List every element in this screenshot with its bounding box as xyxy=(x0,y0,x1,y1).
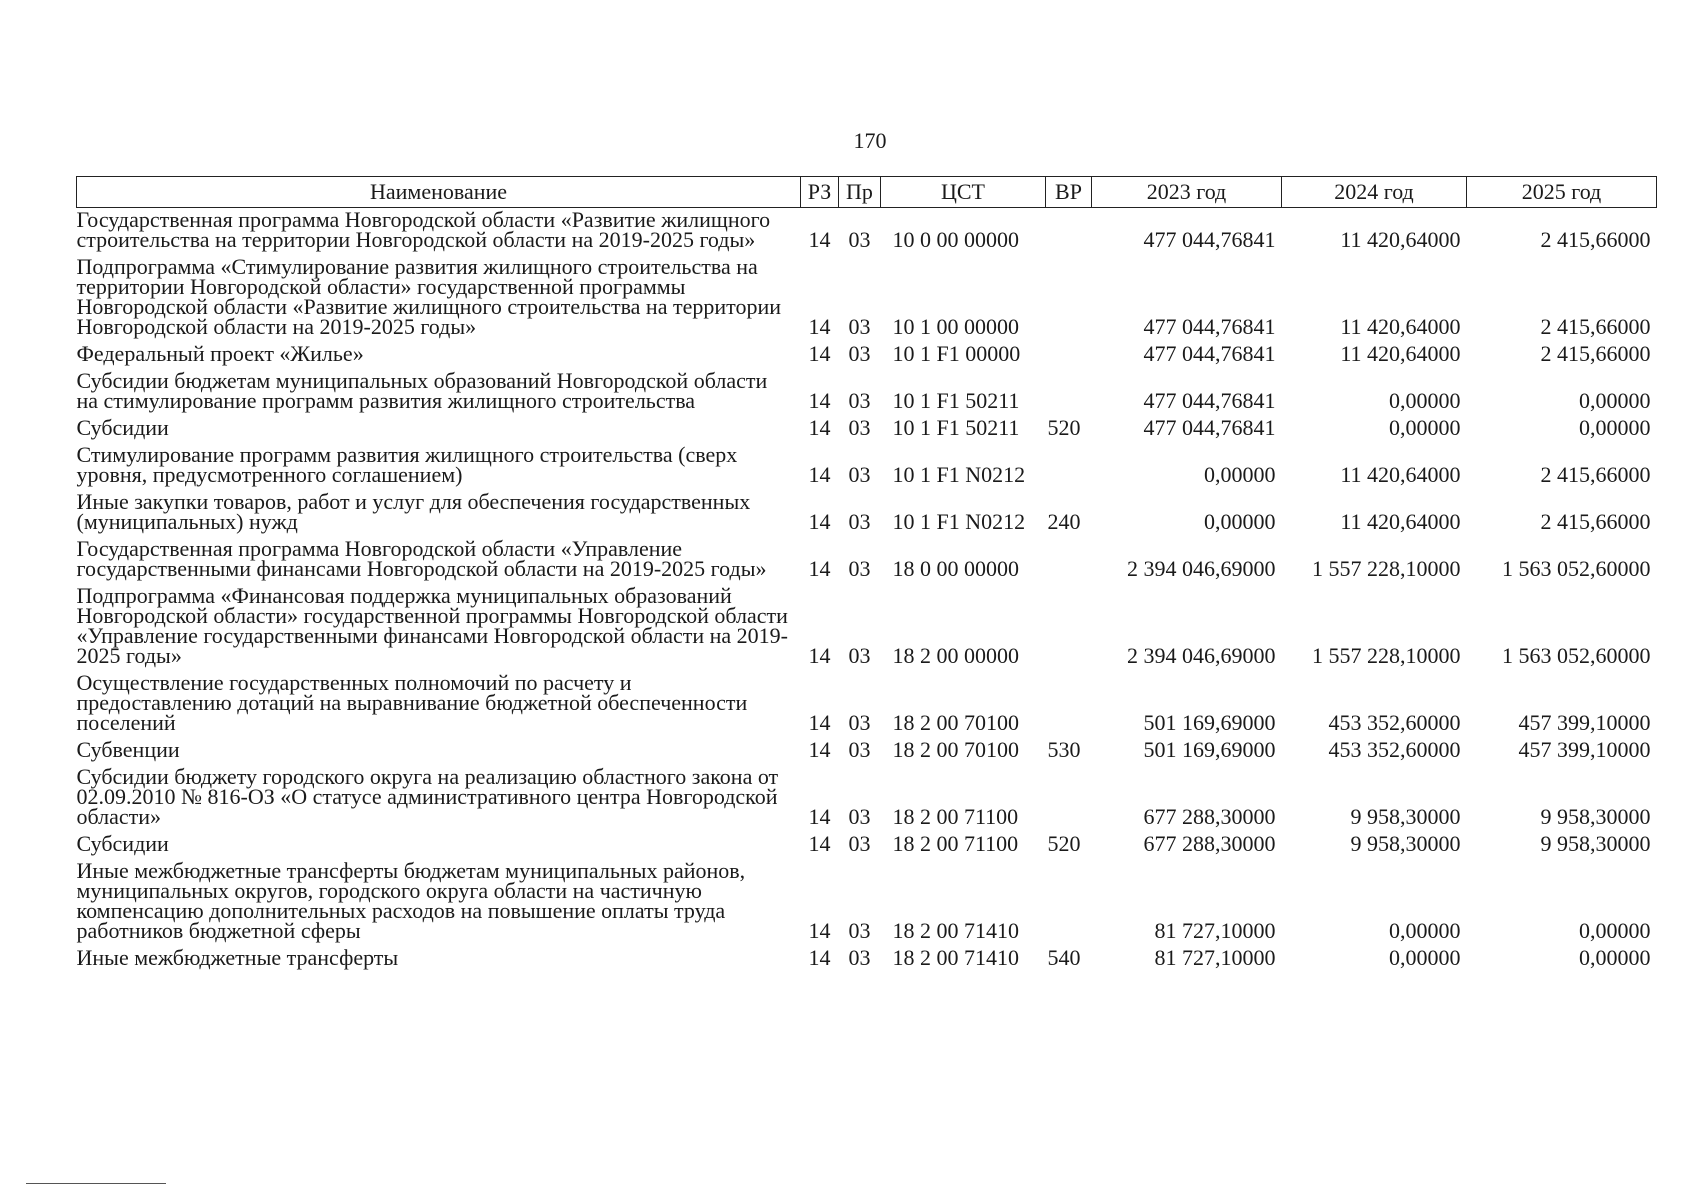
cell-name: Федеральный проект «Жилье» xyxy=(76,341,364,366)
cell-2025: 9 958,30000 xyxy=(1540,831,1651,856)
cell-name: Осуществление государственных полномочий по расчету и предоставлению дотаций на выравнивание бюджетной обеспеченности поселений xyxy=(76,670,748,735)
header-2025: 2025 год xyxy=(1467,177,1657,208)
cell-rz: 14 xyxy=(808,804,831,829)
table-row xyxy=(77,671,1657,738)
cell-rz: 14 xyxy=(808,415,831,440)
cell-rz: 14 xyxy=(808,737,831,762)
cell-cst: 18 2 00 71100 xyxy=(892,831,1019,856)
cell-name: Подпрограмма «Финансовая поддержка муниципальных образований Новгородской области» государственной программы Новгородской области «Управление государственными финансами Новгородской области на 2019-2025 годы» xyxy=(76,583,788,668)
cell-rz: 14 xyxy=(808,314,831,339)
cell-name: Государственная программа Новгородской области «Управление государственными финансами Новгородской области на 2019-2025 годы» xyxy=(76,536,767,581)
cell-2024: 453 352,60000 xyxy=(1328,737,1461,762)
cell-2023: 677 288,30000 xyxy=(1143,804,1276,829)
cell-cst: 18 0 00 00000 xyxy=(892,556,1019,581)
table-row xyxy=(77,342,1657,369)
cell-pr: 03 xyxy=(848,509,871,534)
table-row xyxy=(77,946,1657,973)
page-number: 170 xyxy=(853,128,887,153)
cell-2025: 1 563 052,60000 xyxy=(1502,556,1651,581)
cell-2024: 11 420,64000 xyxy=(1340,227,1461,252)
table-body xyxy=(77,208,1657,974)
cell-cst: 10 1 F1 N0212 xyxy=(892,462,1026,487)
cell-2023: 501 169,69000 xyxy=(1143,737,1276,762)
cell-name: Субсидии бюджетам муниципальных образований Новгородской области на стимулирование программ развития жилищного строительства xyxy=(76,368,768,413)
cell-2025: 457 399,10000 xyxy=(1518,737,1651,762)
cell-2023: 477 044,76841 xyxy=(1143,314,1276,339)
table-row xyxy=(77,416,1657,443)
table-row xyxy=(77,208,1657,256)
cell-2023: 677 288,30000 xyxy=(1143,831,1276,856)
cell-2025: 0,00000 xyxy=(1579,388,1651,413)
cell-cst: 18 2 00 00000 xyxy=(892,643,1019,668)
cell-2024: 11 420,64000 xyxy=(1340,341,1461,366)
cell-cst: 10 1 00 00000 xyxy=(892,314,1019,339)
cell-name: Иные межбюджетные трансферты бюджетам муниципальных районов, муниципальных округов, городского округа области на частичную компенсацию дополнительных расходов на повышение оплаты труда работников бюджетной сферы xyxy=(76,858,746,943)
cell-2023: 477 044,76841 xyxy=(1143,341,1276,366)
cell-rz: 14 xyxy=(808,918,831,943)
cell-vr: 540 xyxy=(1047,945,1081,970)
cell-2025: 9 958,30000 xyxy=(1540,804,1651,829)
cell-2025: 2 415,66000 xyxy=(1540,314,1651,339)
cell-pr: 03 xyxy=(848,314,871,339)
cell-2024: 0,00000 xyxy=(1389,415,1461,440)
cell-cst: 18 2 00 70100 xyxy=(892,737,1019,762)
cell-name: Субсидии xyxy=(76,415,169,440)
cell-2024: 0,00000 xyxy=(1389,918,1461,943)
cell-2023: 477 044,76841 xyxy=(1143,415,1276,440)
cell-2023: 0,00000 xyxy=(1204,462,1276,487)
cell-rz: 14 xyxy=(808,945,831,970)
cell-2023: 2 394 046,69000 xyxy=(1127,556,1276,581)
cell-name: Иные межбюджетные трансферты xyxy=(76,945,399,970)
table-row xyxy=(77,369,1657,416)
header-name: Наименование xyxy=(77,177,801,208)
cell-pr: 03 xyxy=(848,710,871,735)
cell-pr: 03 xyxy=(848,831,871,856)
header-rz: РЗ xyxy=(801,177,839,208)
table-row xyxy=(77,490,1657,537)
cell-vr xyxy=(1046,537,1092,584)
cell-2024: 0,00000 xyxy=(1389,388,1461,413)
cell-2023: 81 727,10000 xyxy=(1154,945,1276,970)
table-row xyxy=(77,255,1657,342)
cell-pr: 03 xyxy=(848,918,871,943)
cell-cst: 18 2 00 70100 xyxy=(892,710,1019,735)
cell-vr xyxy=(1046,369,1092,416)
cell-name: Государственная программа Новгородской области «Развитие жилищного строительства на территории Новгородской области на 2019-2025 годы» xyxy=(76,207,771,252)
cell-rz: 14 xyxy=(808,831,831,856)
cell-2025: 457 399,10000 xyxy=(1518,710,1651,735)
cell-vr xyxy=(1046,765,1092,832)
cell-vr xyxy=(1046,443,1092,490)
cell-2025: 0,00000 xyxy=(1579,918,1651,943)
cell-2024: 453 352,60000 xyxy=(1328,710,1461,735)
cell-name: Субсидии бюджету городского округа на реализацию областного закона от 02.09.2010 № 816-ОЗ «О статусе административного центра Новгородской области» xyxy=(76,764,779,829)
cell-vr: 520 xyxy=(1047,831,1081,856)
cell-2025: 2 415,66000 xyxy=(1540,462,1651,487)
cell-rz: 14 xyxy=(808,556,831,581)
table-row xyxy=(77,832,1657,859)
cell-2025: 2 415,66000 xyxy=(1540,341,1651,366)
cell-2025: 1 563 052,60000 xyxy=(1502,643,1651,668)
cell-2024: 9 958,30000 xyxy=(1350,804,1461,829)
budget-table xyxy=(76,176,1657,973)
cell-cst: 18 2 00 71410 xyxy=(892,945,1019,970)
cell-cst: 10 1 F1 50211 xyxy=(892,415,1020,440)
cell-pr: 03 xyxy=(848,737,871,762)
cell-rz: 14 xyxy=(808,388,831,413)
table-row xyxy=(77,765,1657,832)
cell-2024: 0,00000 xyxy=(1389,945,1461,970)
table-header-row xyxy=(77,177,1657,208)
header-2023: 2023 год xyxy=(1092,177,1282,208)
cell-vr xyxy=(1046,671,1092,738)
cell-cst: 10 0 00 00000 xyxy=(892,227,1019,252)
cell-2023: 477 044,76841 xyxy=(1143,227,1276,252)
cell-pr: 03 xyxy=(848,415,871,440)
cell-vr xyxy=(1046,859,1092,946)
cell-pr: 03 xyxy=(848,388,871,413)
header-pr: Пр xyxy=(839,177,881,208)
header-2024: 2024 год xyxy=(1282,177,1467,208)
cell-2025: 2 415,66000 xyxy=(1540,227,1651,252)
cell-vr xyxy=(1046,255,1092,342)
cell-vr: 240 xyxy=(1047,509,1081,534)
cell-2023: 2 394 046,69000 xyxy=(1127,643,1276,668)
cell-name: Субвенции xyxy=(76,737,180,762)
cell-pr: 03 xyxy=(848,804,871,829)
cell-2024: 1 557 228,10000 xyxy=(1312,643,1461,668)
header-vr: ВР xyxy=(1046,177,1092,208)
cell-2025: 2 415,66000 xyxy=(1540,509,1651,534)
cell-cst: 18 2 00 71100 xyxy=(892,804,1019,829)
header-cst: ЦСТ xyxy=(881,177,1046,208)
cell-2025: 0,00000 xyxy=(1579,945,1651,970)
cell-2023: 477 044,76841 xyxy=(1143,388,1276,413)
cell-cst: 18 2 00 71410 xyxy=(892,918,1019,943)
cell-pr: 03 xyxy=(848,227,871,252)
cell-pr: 03 xyxy=(848,341,871,366)
cell-2024: 11 420,64000 xyxy=(1340,509,1461,534)
cell-name: Иные закупки товаров, работ и услуг для обеспечения государственных (муниципальных) нужд xyxy=(76,489,751,534)
cell-2024: 11 420,64000 xyxy=(1340,462,1461,487)
cell-rz: 14 xyxy=(808,509,831,534)
cell-2023: 0,00000 xyxy=(1204,509,1276,534)
table-row xyxy=(77,738,1657,765)
cell-rz: 14 xyxy=(808,643,831,668)
cell-rz: 14 xyxy=(808,462,831,487)
cell-cst: 10 1 F1 N0212 xyxy=(892,509,1026,534)
cell-pr: 03 xyxy=(848,462,871,487)
cell-pr: 03 xyxy=(848,945,871,970)
cell-2024: 9 958,30000 xyxy=(1350,831,1461,856)
cell-cst: 10 1 F1 50211 xyxy=(892,388,1020,413)
cell-2023: 501 169,69000 xyxy=(1143,710,1276,735)
cell-pr: 03 xyxy=(848,556,871,581)
cell-vr: 520 xyxy=(1047,415,1081,440)
cell-name: Стимулирование программ развития жилищного строительства (сверх уровня, предусмотренного соглашением) xyxy=(76,442,738,487)
cell-2024: 11 420,64000 xyxy=(1340,314,1461,339)
cell-2025: 0,00000 xyxy=(1579,415,1651,440)
cell-vr xyxy=(1046,584,1092,671)
cell-2024: 1 557 228,10000 xyxy=(1312,556,1461,581)
cell-rz: 14 xyxy=(808,227,831,252)
cell-cst: 10 1 F1 00000 xyxy=(892,341,1021,366)
cell-vr xyxy=(1046,342,1092,369)
footer-divider xyxy=(26,1183,166,1184)
table-row xyxy=(77,537,1657,584)
cell-pr: 03 xyxy=(848,643,871,668)
cell-rz: 14 xyxy=(808,341,831,366)
table-row xyxy=(77,443,1657,490)
table-row xyxy=(77,859,1657,946)
table-row xyxy=(77,584,1657,671)
cell-rz: 14 xyxy=(808,710,831,735)
cell-2023: 81 727,10000 xyxy=(1154,918,1276,943)
cell-vr xyxy=(1046,208,1092,256)
cell-name: Субсидии xyxy=(76,831,169,856)
cell-name: Подпрограмма «Стимулирование развития жилищного строительства на территории Новгородской области» государственной программы Новгородской области «Развитие жилищного строительства на территории Новгородской области на 2019-2025 годы» xyxy=(76,254,781,339)
cell-vr: 530 xyxy=(1047,737,1081,762)
